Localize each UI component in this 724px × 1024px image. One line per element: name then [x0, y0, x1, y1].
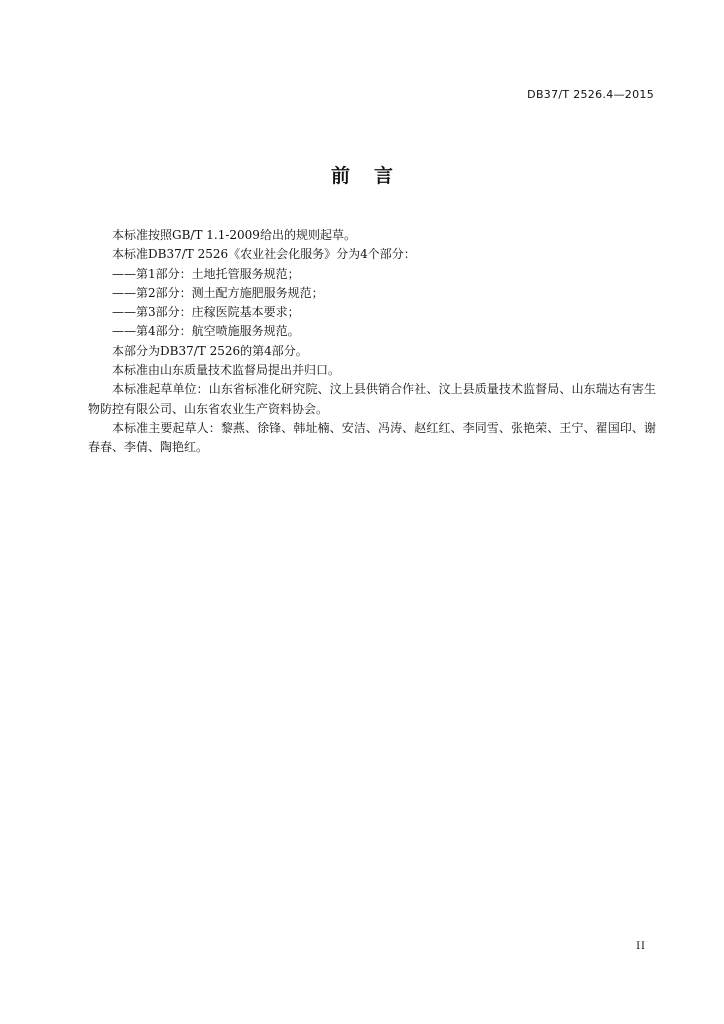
list-item-part-4: ——第4部分：航空喷施服务规范。 — [112, 324, 300, 339]
foreword-body — [88, 226, 656, 458]
paragraph-parts-intro: 本标准DB37/T 2526《农业社会化服务》分为4个部分： — [112, 247, 416, 262]
page-title: 前言 — [330, 165, 417, 187]
list-item-part-2: ——第2部分：测土配方施肥服务规范； — [112, 285, 324, 300]
paragraph-proposer: 本标准由山东质量技术监督局提出并归口。 — [112, 363, 341, 378]
page-number: II — [636, 941, 646, 952]
paragraph-drafting-rules: 本标准按照GB/T 1.1-2009给出的规则起草。 — [112, 228, 356, 242]
list-item-part-3: ——第3部分：庄稼医院基本要求； — [112, 305, 300, 320]
paragraph-drafting-units: 本标准起草单位：山东省标准化研究院、汶上县供销合作社、汶上县质量技术监督局、山东瑞达有害生物防控有限公司、山东省农业生产资料协会。 — [88, 382, 656, 416]
document-code: DB37/T 2526.4—2015 — [527, 88, 654, 101]
paragraph-this-part: 本部分为DB37/T 2526的第4部分。 — [112, 343, 308, 358]
paragraph-drafters: 本标准主要起草人：黎燕、徐锋、韩址楠、安洁、冯涛、赵红红、李同雪、张艳荣、王宁、翟国印、谢春春、李倩、陶艳红。 — [88, 420, 656, 455]
list-item-part-1: ——第1部分：土地托管服务规范； — [112, 266, 300, 281]
